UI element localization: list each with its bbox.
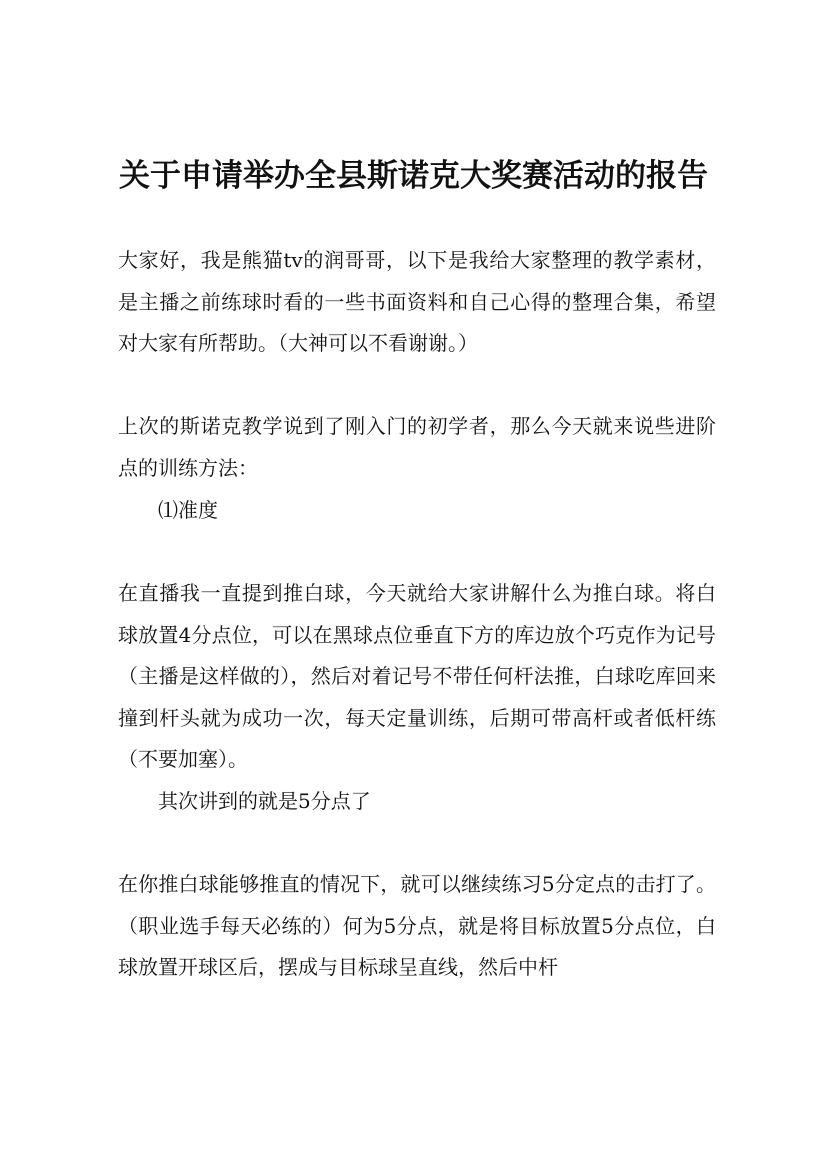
paragraph-push-cue-ball: 在直播我一直提到推白球，今天就给大家讲解什么为推白球。将白球放置4分点位，可以在黑球点位垂直下方的库边放个巧克作为记号（主播是这样做的），然后对着记号不带任何杆法推，白球吃库回来撞到杆头就为成功一次，每天定量训练，后期可带高杆或者低杆练（不要加塞）。 bbox=[118, 581, 716, 771]
section-heading-5-point: 其次讲到的就是5分点了 bbox=[158, 789, 371, 813]
paragraph-intro: 大家好，我是熊猫tv的润哥哥，以下是我给大家整理的教学素材，是主播之前练球时看的一些书面资料和自己心得的整理合集，希望对大家有所帮助。（大神可以不看谢谢。） bbox=[118, 248, 716, 355]
paragraph-5-point-practice: 在你推白球能够推直的情况下，就可以继续练习5分定点的击打了。（职业选手每天必练的）何为5分点，就是将目标放置5分点位，白球放置开球区后，摆成与目标球呈直线，然后中杆 bbox=[118, 872, 716, 979]
document-title: 关于申请举办全县斯诺克大奖赛活动的报告 bbox=[119, 158, 708, 194]
paragraph-lesson-intro: 上次的斯诺克教学说到了刚入门的初学者，那么今天就来说些进阶点的训练方法： bbox=[118, 414, 716, 480]
section-heading-accuracy: ⑴准度 bbox=[158, 498, 218, 522]
